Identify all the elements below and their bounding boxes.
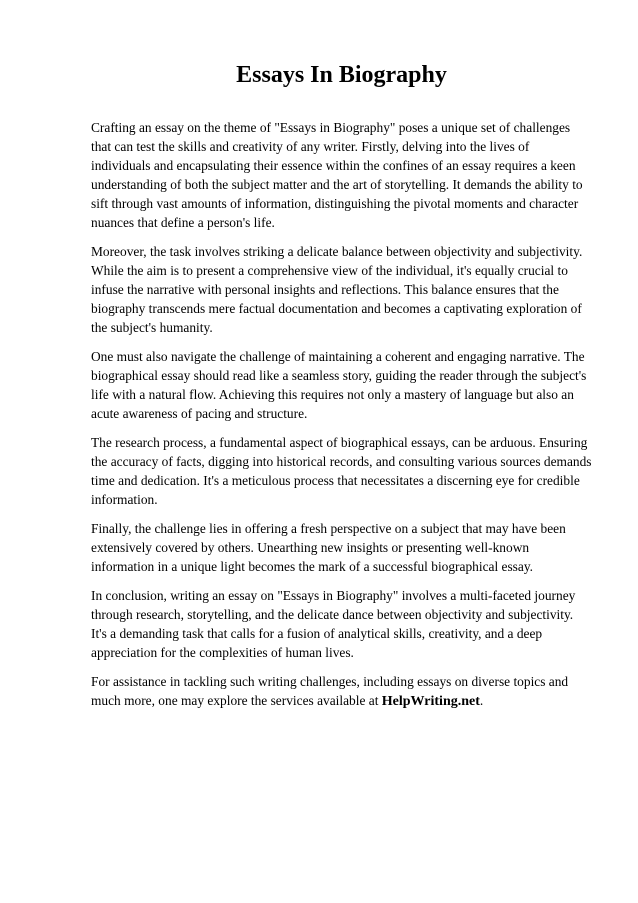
paragraph-2: Moreover, the task involves striking a delicate balance between objectivity and subjectivity. While the aim is to present a comprehensive view of the individual, it's equally crucial to infuse the narrative with personal insights and reflections. This balance ensures that the biography transcends mere factual documentation and becomes a captivating exploration of the subject's humanity.	[91, 244, 583, 335]
paragraph-6: In conclusion, writing an essay on "Essays in Biography" involves a multi-faceted journey through research, storytelling, and the delicate dance between objectivity and subjectivity. It's a demanding task that calls for a fusion of analytical skills, creativity, and a deep appreciation for the complexities of human lives.	[91, 588, 576, 660]
closing-suffix: .	[479, 693, 484, 708]
paragraph-4: The research process, a fundamental aspect of biographical essays, can be arduous. Ensuring the accuracy of facts, digging into historical records, and consulting various sources demands time and dedication. It's a meticulous process that necessitates a discerning eye for credible information.	[91, 435, 592, 507]
paragraph-3: One must also navigate the challenge of maintaining a coherent and engaging narrative. The biographical essay should read like a seamless story, guiding the reader through the subject's life with a natural flow. Achieving this requires not only a mastery of language but also an acute awareness of pacing and structure.	[91, 349, 587, 421]
document-title: Essays In Biography	[236, 62, 447, 88]
closing-text: For assistance in tackling such writing challenges, including essays on diverse topics and much more, one may explore the services available at	[91, 674, 569, 708]
paragraph-1: Crafting an essay on the theme of "Essays in Biography" poses a unique set of challenges that can test the skills and creativity of any writer. Firstly, delving into the lives of individuals and encapsulating their essence within the confines of an essay requires a keen understanding of both the subject matter and the art of storytelling. It demands the ability to sift through vast amounts of information, distinguishing the pivotal moments and character nuances that define a person's life.	[91, 120, 583, 230]
closing-paragraph	[91, 672, 592, 711]
paragraph-5: Finally, the challenge lies in offering a fresh perspective on a subject that may have been extensively covered by others. Unearthing new insights or presenting well-known information in a unique light becomes the mark of a successful biographical essay.	[91, 521, 566, 574]
helpwriting-link[interactable]: HelpWriting.net	[381, 694, 480, 709]
